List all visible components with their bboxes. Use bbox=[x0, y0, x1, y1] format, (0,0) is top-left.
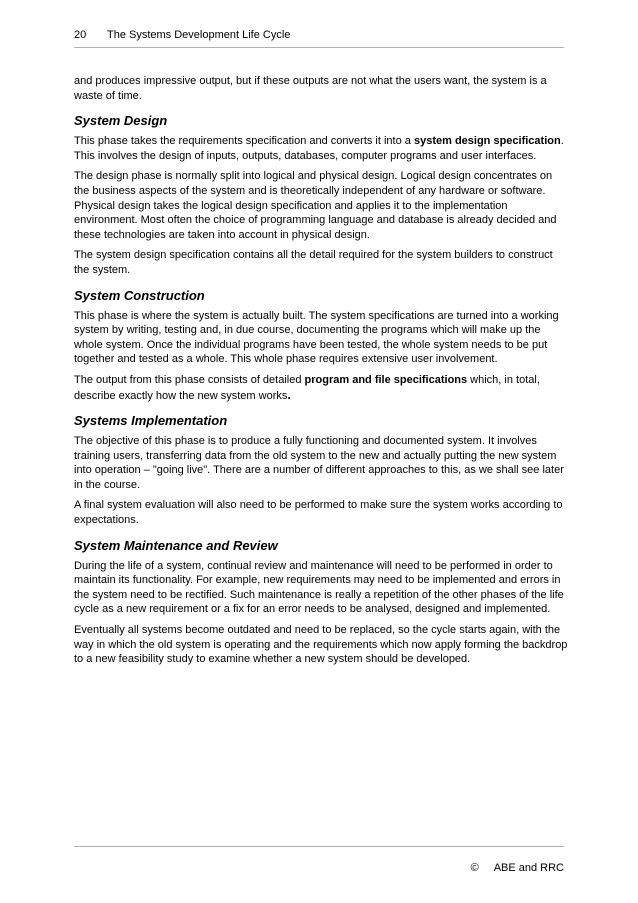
text-run: This phase takes the requirements specification and converts it into a bbox=[74, 135, 414, 148]
text-run: The output from this phase consists of detailed bbox=[74, 373, 305, 386]
bold-term: program and file specifications bbox=[304, 373, 468, 386]
intro-paragraph: and produces impressive output, but if these outputs are not what the users want, the system is a waste of time. bbox=[74, 75, 547, 102]
page-number: 20 bbox=[74, 29, 87, 41]
copyright-text: ABE and RRC bbox=[493, 862, 564, 874]
implementation-paragraph-2: A final system evaluation will also need to be performed to make sure the system works according to expectations. bbox=[74, 499, 563, 527]
section-heading-construction: System Construction bbox=[74, 287, 205, 303]
design-paragraph-2: The design phase is normally split into logical and physical design. Logical design concentrates on the business aspects of the system and is theoretically independent of any hardware or software. Physical design takes the logical design specification and applies it to the implementation environment. Most often the choice of programming language and database is already decided and these technologies are taken into account in physical design. bbox=[74, 170, 557, 241]
text-run: which, in total, describe exactly how the new system works bbox=[74, 373, 540, 402]
bold-term: system design specification bbox=[413, 135, 561, 148]
page-footer bbox=[74, 846, 564, 874]
design-paragraph-1 bbox=[74, 134, 569, 163]
page-header bbox=[74, 27, 564, 48]
design-paragraph-3: The system design specification contains all the detail required for the system builders to construct the system. bbox=[74, 249, 553, 276]
section-heading-maintenance: System Maintenance and Review bbox=[74, 537, 278, 553]
section-heading-design: System Design bbox=[74, 113, 168, 129]
maintenance-paragraph-2: Eventually all systems become outdated and need to be replaced, so the cycle starts again, with the way in which the old system is operating and the requirements which now apply forming the backdrop to a new feasibility study to examine whether a new system should be developed. bbox=[74, 624, 568, 666]
maintenance-paragraph-1: During the life of a system, continual review and maintenance will need to be performed in order to maintain its functionality. For example, new requirements may need to be implemented and errors in the system need to be rectified. Such maintenance is really a repetition of the other phases of the life cycle as a new requirement or a fix for an error needs to be analysed, designed and implemented. bbox=[74, 559, 564, 616]
copyright-symbol: © bbox=[470, 862, 479, 874]
construction-paragraph-2 bbox=[74, 373, 569, 403]
text-run: . This involves the design of inputs, outputs, databases, computer programs and user interfaces. bbox=[74, 135, 564, 162]
page-content bbox=[74, 74, 569, 673]
bold-period: . bbox=[287, 386, 291, 402]
section-heading-implementation: Systems Implementation bbox=[74, 413, 228, 429]
copyright-notice bbox=[471, 862, 564, 874]
running-title: The Systems Development Life Cycle bbox=[107, 29, 291, 41]
construction-paragraph-1: This phase is where the system is actually built. The system specifications are turned into a working system by writing, testing and, in due course, documenting the programs which will make up the whole system. Once the individual programs have been tested, the whole system needs to be put together and tested as a whole. This whole phase requires extensive user involvement. bbox=[74, 309, 559, 366]
implementation-paragraph-1: The objective of this phase is to produce a fully functioning and documented system. It involves training users, transferring data from the old system to the new and actually putting the new system into operation – "going live". There are a number of different approaches to this, as we shall see later in the course. bbox=[74, 435, 564, 491]
